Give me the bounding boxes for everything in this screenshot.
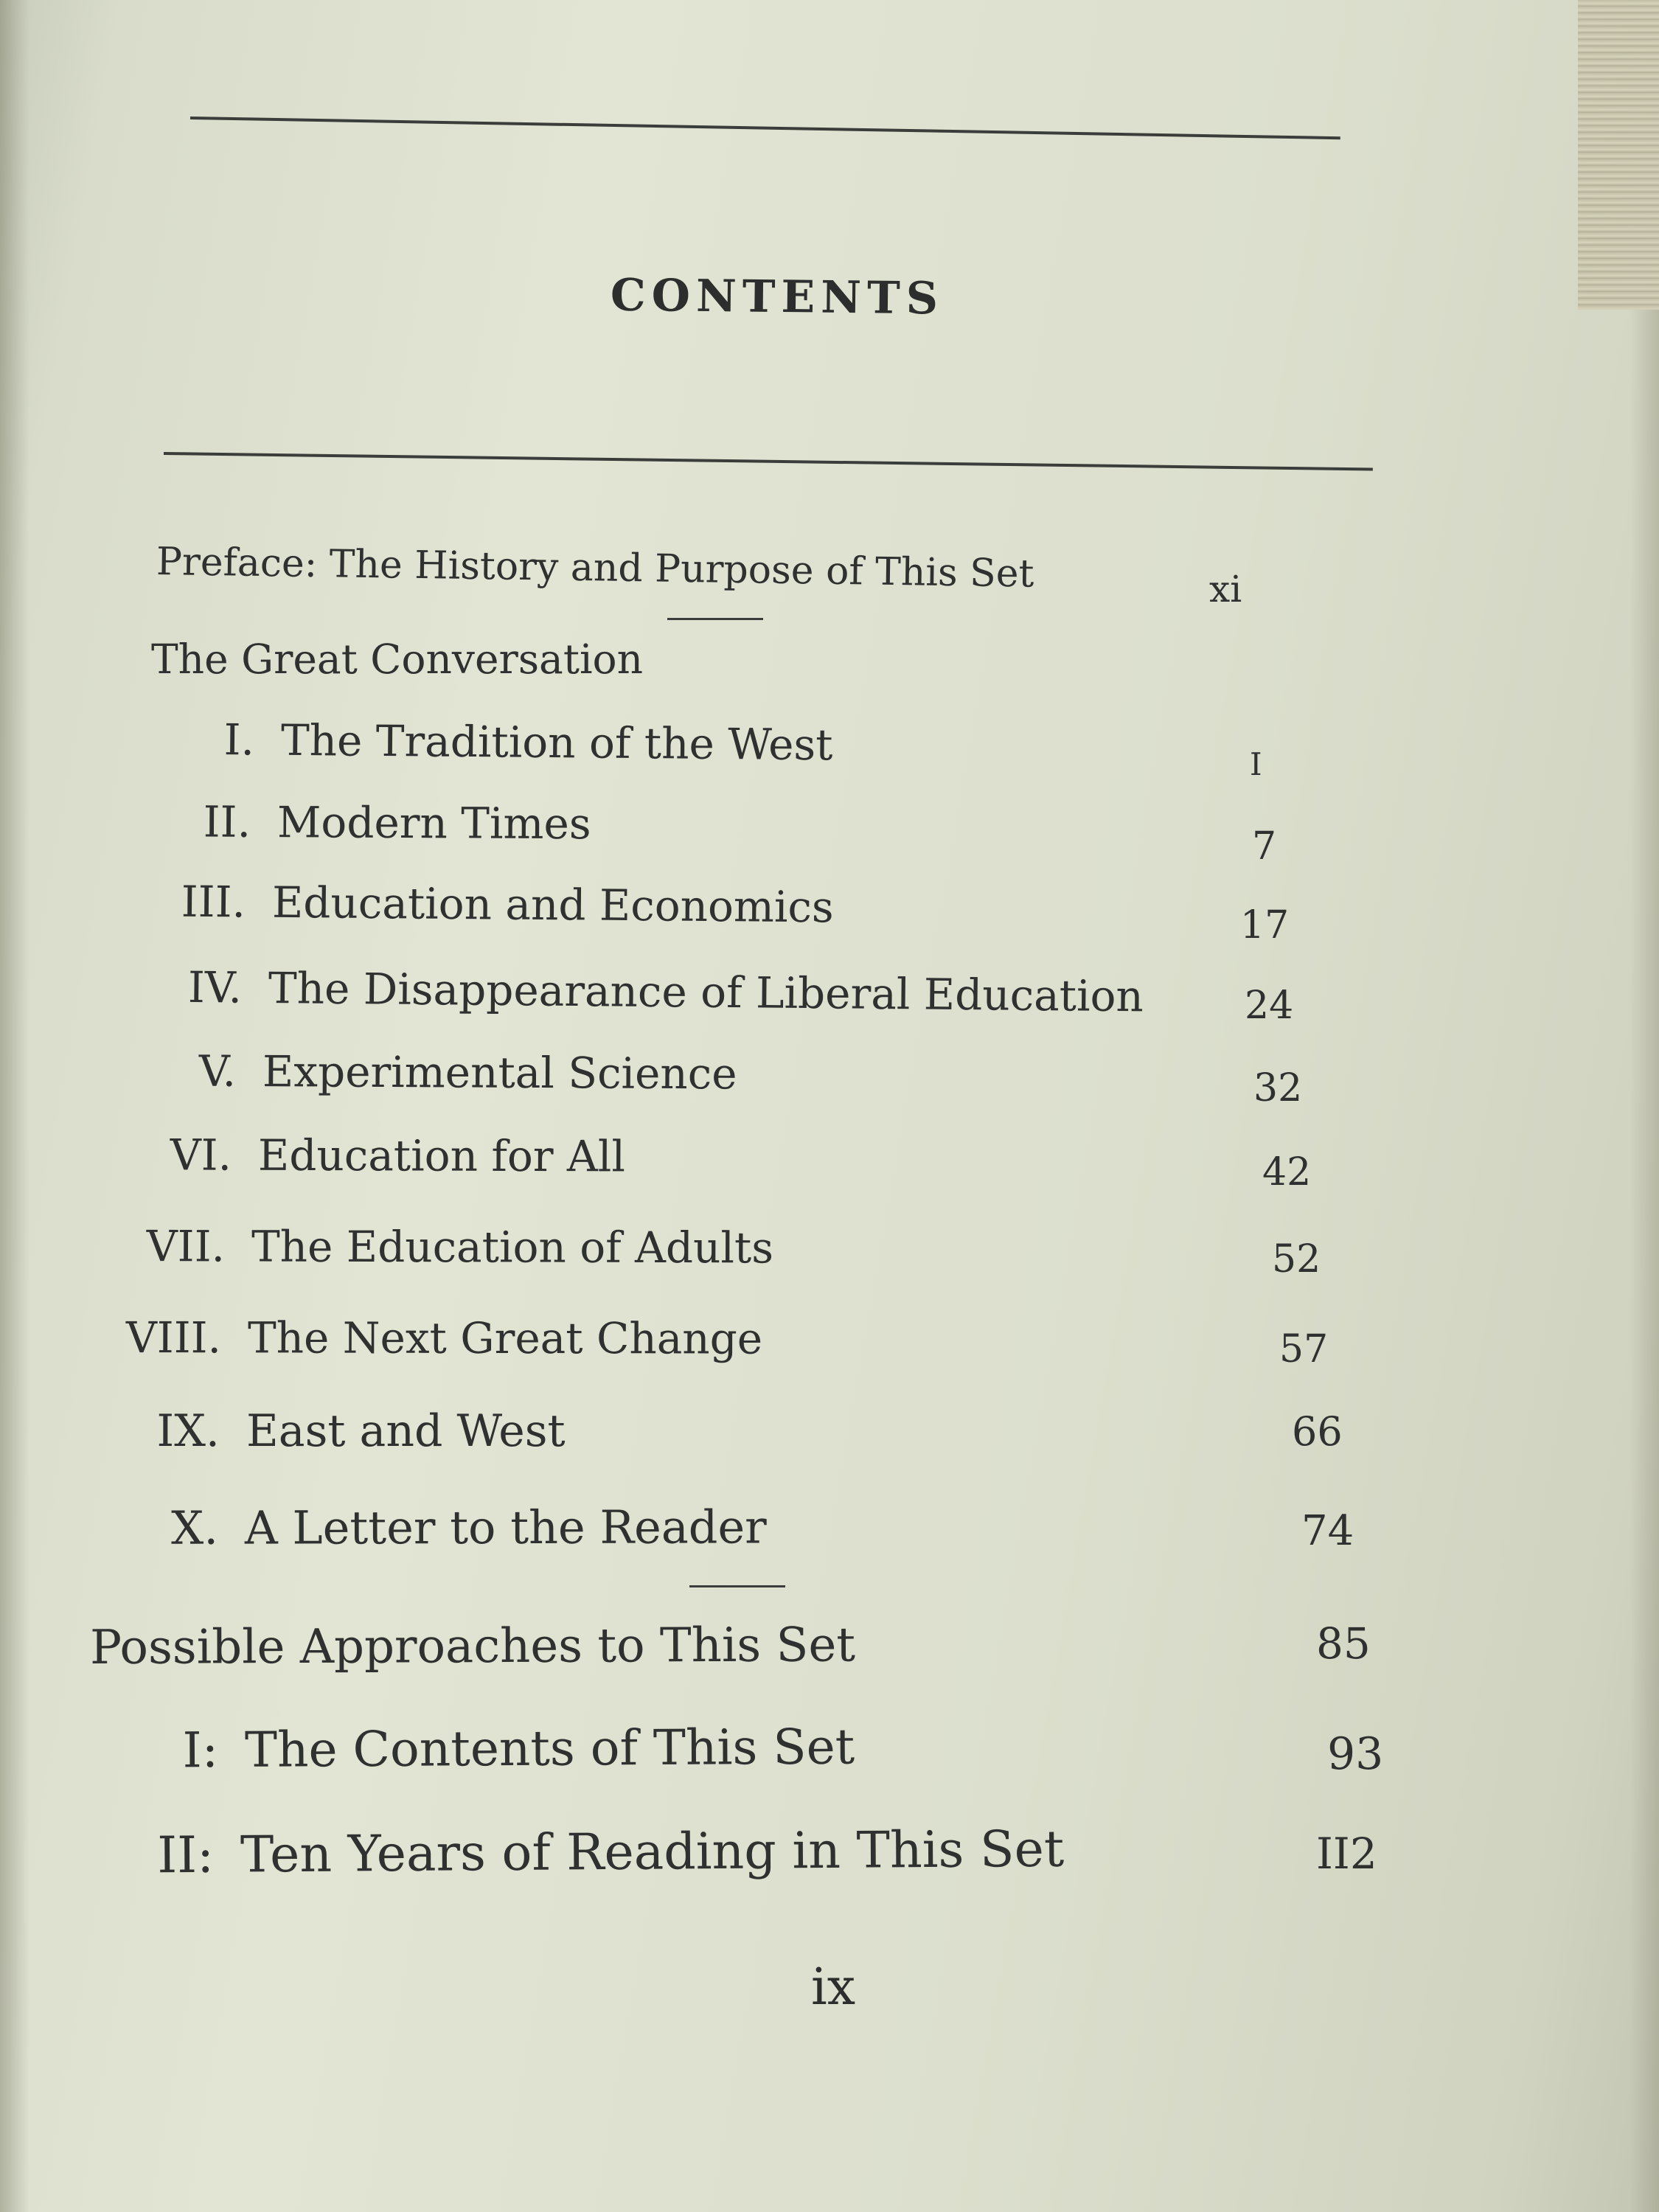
toc-page-number: I (1250, 746, 1262, 782)
chapter-numeral: IX. (156, 1405, 220, 1457)
chapter-numeral: V. (198, 1046, 237, 1096)
approach-title: The Contents of This Set (244, 1718, 855, 1778)
page-title: CONTENTS (610, 269, 945, 325)
chapter-title: Modern Times (276, 797, 591, 849)
book-spine-shadow (0, 0, 29, 2212)
chapter-numeral: VI. (170, 1130, 232, 1180)
toc-chapter-7 (100, 1221, 773, 1273)
toc-page-number: 85 (1316, 1618, 1371, 1669)
page-edges (1578, 0, 1659, 310)
toc-chapter-4 (116, 961, 1144, 1021)
toc-chapter-1 (129, 714, 833, 770)
toc-page-number: 52 (1272, 1237, 1321, 1281)
toc-chapter-5 (111, 1046, 737, 1099)
toc-chapter-10 (87, 1500, 767, 1555)
chapter-title: The Education of Adults (251, 1221, 774, 1273)
toc-chapter-2 (125, 796, 591, 849)
toc-page-number: 17 (1240, 903, 1290, 947)
toc-entry-preface (156, 540, 1034, 597)
toc-section-heading: Possible Approaches to This Set (89, 1618, 856, 1675)
section-divider (667, 618, 763, 620)
toc-chapter-8 (96, 1312, 762, 1364)
toc-page-number: 57 (1279, 1327, 1329, 1371)
toc-page-number: 66 (1292, 1408, 1343, 1455)
toc-approach-2 (83, 1820, 1065, 1885)
title-rule (164, 452, 1373, 470)
page-folio: ix (811, 1958, 856, 2017)
chapter-numeral: IV. (187, 961, 243, 1013)
toc-page-number: II2 (1316, 1829, 1377, 1879)
approach-numeral: II: (157, 1826, 215, 1885)
chapter-numeral: VIII. (125, 1312, 222, 1363)
toc-page-number: 74 (1301, 1507, 1354, 1555)
chapter-title: The Disappearance of Liberal Education (268, 962, 1144, 1022)
chapter-numeral: I. (223, 714, 255, 765)
toc-entry-label: Preface: The History and Purpose of This Set (156, 540, 1034, 597)
chapter-title: Education and Economics (271, 877, 835, 933)
chapter-title: Experimental Science (262, 1046, 737, 1099)
toc-chapter-3 (120, 876, 834, 932)
top-rule (190, 116, 1340, 139)
chapter-numeral: II. (203, 796, 251, 847)
section-divider (689, 1585, 785, 1587)
toc-page-number: 42 (1262, 1150, 1312, 1194)
chapter-title: East and West (246, 1405, 566, 1457)
toc-section-heading: The Great Conversation (151, 636, 644, 683)
chapter-numeral: III. (181, 876, 246, 928)
toc-page-number: 7 (1252, 824, 1277, 869)
chapter-title: A Letter to the Reader (244, 1500, 767, 1555)
chapter-title: The Tradition of the West (280, 714, 833, 771)
toc-chapter-9 (88, 1405, 566, 1457)
toc-page-number: 93 (1327, 1728, 1384, 1780)
toc-page-number: 24 (1245, 984, 1294, 1028)
chapter-title: Education for All (257, 1130, 626, 1182)
chapter-numeral: VII. (146, 1221, 226, 1272)
approach-numeral: I: (182, 1722, 219, 1779)
toc-approach-1 (87, 1719, 855, 1779)
toc-page-number: 32 (1253, 1066, 1303, 1110)
approach-title: Ten Years of Reading in This Set (240, 1820, 1065, 1885)
toc-chapter-6 (106, 1130, 625, 1181)
toc-page-number: xi (1209, 568, 1242, 611)
page-edge-shadow (1630, 310, 1659, 2212)
chapter-title: The Next Great Change (247, 1312, 763, 1364)
chapter-numeral: X. (171, 1500, 219, 1555)
